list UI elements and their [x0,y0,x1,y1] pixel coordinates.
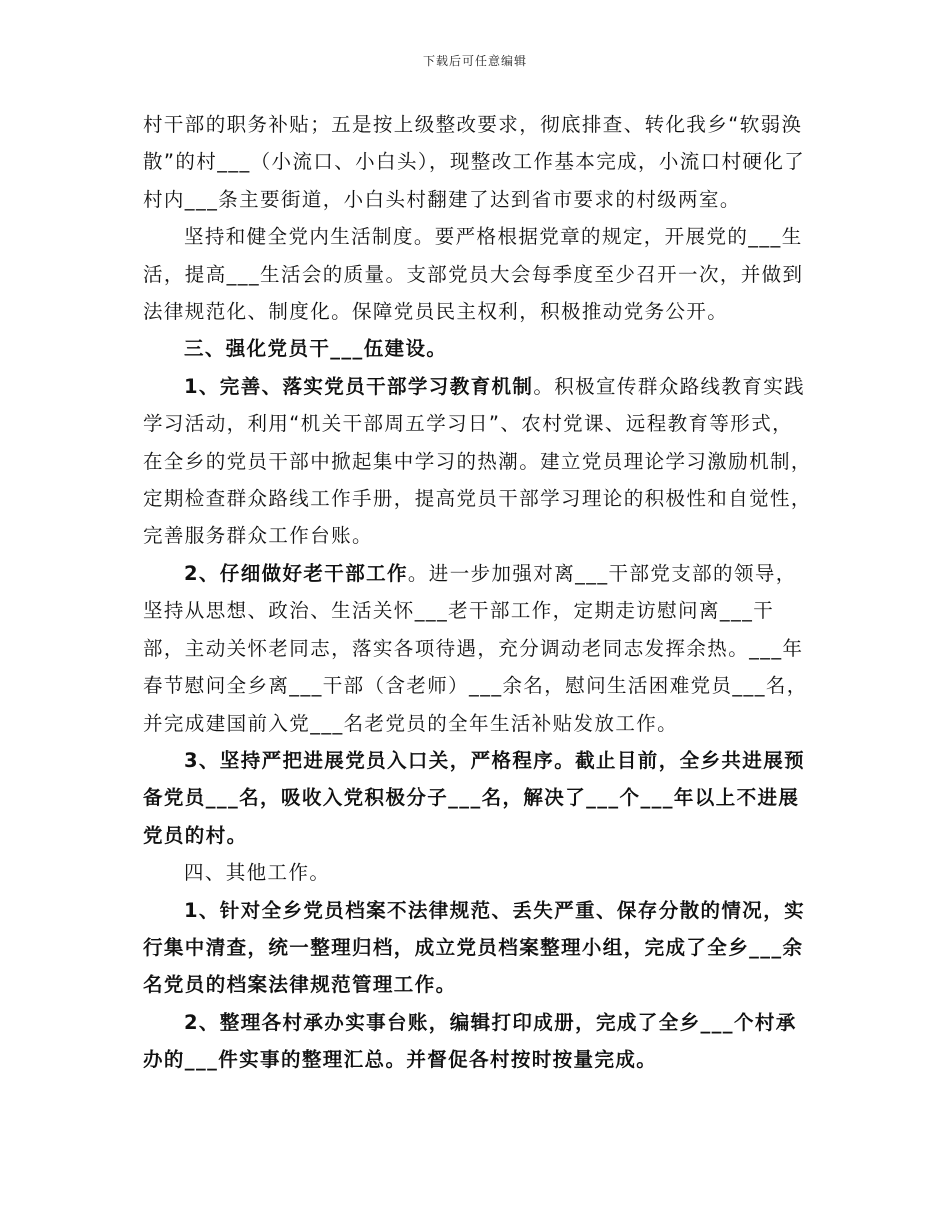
paragraph-item-4-1: 1、针对全乡党员档案不法律规范、丢失严重、保存分散的情况，实行集中清查，统一整理归档，成立党员档案整理小组，完成了全乡___余名党员的档案法律规范管理工作。 [143,898,806,997]
item-3-2-text: 。进一步加强对离___干部党支部的领导，坚持从思想、政治、生活关怀___老干部工作，定期走访慰问离___干部，主动关怀老同志，落实各项待遇，充分调动老同志发挥余热。___年春节慰问全乡离___干部（含老师）___余名，慰问生活困难党员___名，并完成建国前入党___名老党员的全年生活补贴发放工作。 [143,561,808,735]
paragraph-item-3-3: 3、坚持严把进展党员入口关，严格程序。截止目前，全乡共进展预备党员___名，吸收入党积极分子___名，解决了___个___年以上不进展党员的村。 [143,748,806,847]
section-heading-4: 四、其他工作。 [183,861,331,885]
item-3-1-text: 。积极宣传群众路线教育实践学习活动，利用“机关干部周五学习日”、农村党课、远程教育等形式，在全乡的党员干部中掀起集中学习的热潮。建立党员理论学习激励机制，定期检查群众路线工作手册，提高党员干部学习理论的积极性和自觉性，完善服务群众工作台账。 [143,374,812,548]
paragraph-item-3-2 [143,555,813,742]
section-heading-3: 三、强化党员干___伍建设。 [183,337,448,361]
paragraph-continuation: 村干部的职务补贴；五是按上级整改要求，彻底排查、转化我乡“软弱涣散”的村___（小流口、小白头），现整改工作基本完成，小流口村硬化了村内___条主要街道，小白头村翻建了达到省市要求的村级两室。 [143,113,806,211]
page-header: 下载后可任意编辑 [422,54,527,68]
document-body [143,106,813,1079]
paragraph-item-3-1 [143,368,813,555]
paragraph-item-4-2: 2、整理各村承办实事台账，编辑打印成册，完成了全乡___个村承办的___件实事的整理汇总。并督促各村按时按量完成。 [143,1010,797,1072]
item-3-2-heading: 2、仔细做好老干部工作 [183,561,408,585]
paragraph-party-life: 坚持和健全党内生活制度。要严格根据党章的规定，开展党的___生活，提高___生活会的质量。支部党员大会每季度至少召开一次，并做到法律规范化、制度化。保障党员民主权利，积极推动党务公开。 [143,225,804,324]
item-3-1-heading: 1、完善、落实党员干部学习教育机制 [183,374,534,398]
